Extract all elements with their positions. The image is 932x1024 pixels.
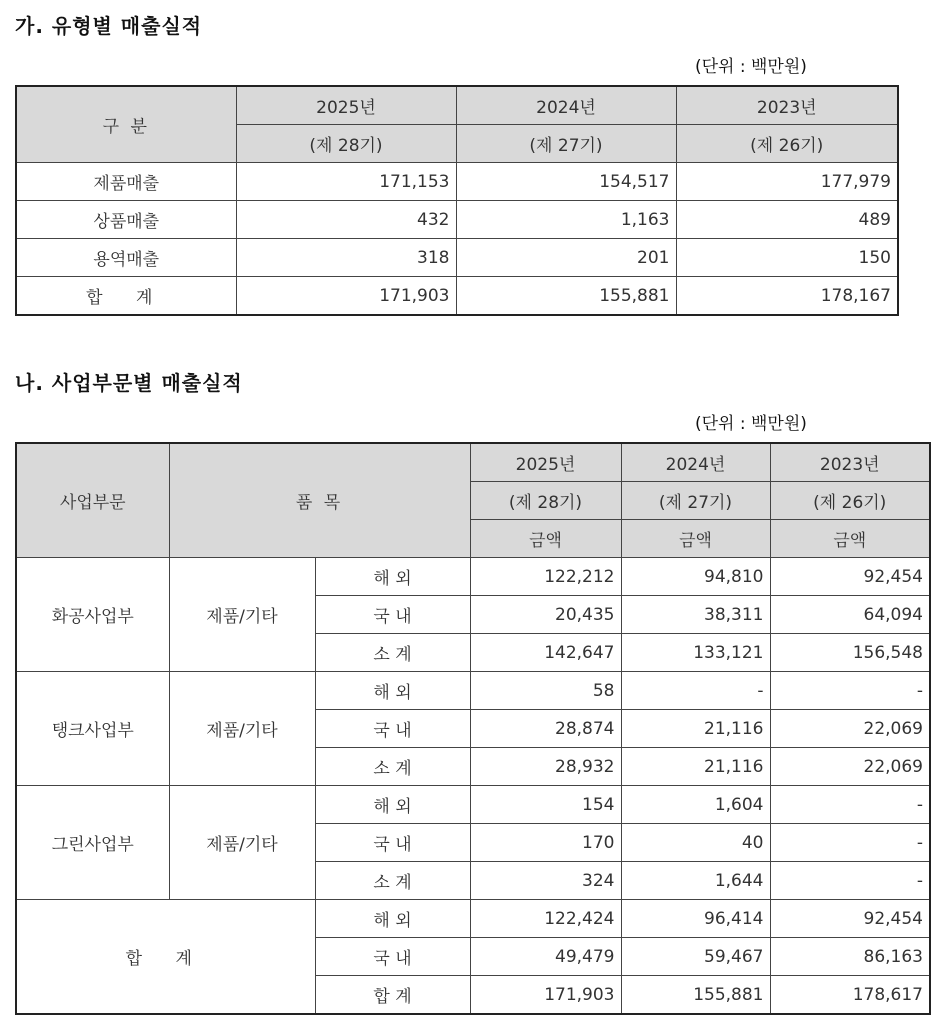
period-header: (제 26기): [770, 482, 930, 520]
value-cell: 150: [676, 239, 898, 277]
row-label: 해 외: [315, 558, 470, 596]
value-cell: 22,069: [770, 748, 930, 786]
value-cell: 155,881: [456, 277, 676, 316]
value-cell: 178,617: [770, 976, 930, 1015]
value-cell: -: [621, 672, 770, 710]
product-name: 제품/기타: [169, 672, 315, 786]
year-header: 2024년: [621, 443, 770, 482]
total-row: [16, 277, 898, 316]
year-header: 2023년: [770, 443, 930, 482]
row-label: 소 계: [315, 862, 470, 900]
row-label: 합 계: [16, 277, 236, 316]
value-cell: 21,116: [621, 710, 770, 748]
value-cell: 20,435: [470, 596, 621, 634]
value-cell: 49,479: [470, 938, 621, 976]
row-label: 합 계: [315, 976, 470, 1015]
row-label: 해 외: [315, 786, 470, 824]
value-cell: -: [770, 862, 930, 900]
division-name: 그린사업부: [16, 786, 169, 900]
period-header: (제 26기): [676, 125, 898, 163]
table-row: [16, 558, 930, 596]
value-cell: 1,644: [621, 862, 770, 900]
value-cell: 94,810: [621, 558, 770, 596]
total-row: [16, 900, 930, 938]
value-cell: 28,932: [470, 748, 621, 786]
value-cell: 155,881: [621, 976, 770, 1015]
value-cell: 178,167: [676, 277, 898, 316]
section2-heading: 나. 사업부문별 매출실적: [15, 371, 243, 395]
value-cell: 58: [470, 672, 621, 710]
value-cell: 432: [236, 201, 456, 239]
row-label: 국 내: [315, 938, 470, 976]
value-cell: -: [770, 786, 930, 824]
row-label: 제품매출: [16, 163, 236, 201]
row-label: 국 내: [315, 596, 470, 634]
table-row: [16, 672, 930, 710]
value-cell: 201: [456, 239, 676, 277]
row-label: 상품매출: [16, 201, 236, 239]
value-cell: 86,163: [770, 938, 930, 976]
value-cell: 38,311: [621, 596, 770, 634]
amount-header: 금액: [770, 520, 930, 558]
division-name: 탱크사업부: [16, 672, 169, 786]
value-cell: 28,874: [470, 710, 621, 748]
value-cell: 156,548: [770, 634, 930, 672]
item-header: 품 목: [169, 443, 470, 558]
value-cell: 92,454: [770, 900, 930, 938]
value-cell: 171,903: [236, 277, 456, 316]
value-cell: 154: [470, 786, 621, 824]
section1-heading: 가. 유형별 매출실적: [15, 14, 203, 38]
section2-unit: (단위 : 백만원): [695, 414, 807, 434]
row-label: 소 계: [315, 748, 470, 786]
value-cell: 40: [621, 824, 770, 862]
sales-by-type-table: [15, 85, 899, 316]
year-header: 2025년: [470, 443, 621, 482]
period-header: (제 28기): [236, 125, 456, 163]
value-cell: 170: [470, 824, 621, 862]
division-header: 사업부문: [16, 443, 169, 558]
period-header: (제 27기): [456, 125, 676, 163]
value-cell: -: [770, 824, 930, 862]
year-header: 2023년: [676, 86, 898, 125]
value-cell: 96,414: [621, 900, 770, 938]
row-label: 국 내: [315, 824, 470, 862]
total-label: 합 계: [16, 900, 315, 1015]
value-cell: 1,604: [621, 786, 770, 824]
product-name: 제품/기타: [169, 786, 315, 900]
product-name: 제품/기타: [169, 558, 315, 672]
value-cell: 177,979: [676, 163, 898, 201]
value-cell: 1,163: [456, 201, 676, 239]
table-row: [16, 786, 930, 824]
sales-by-division-table: [15, 442, 931, 1015]
value-cell: 21,116: [621, 748, 770, 786]
value-cell: 154,517: [456, 163, 676, 201]
value-cell: 489: [676, 201, 898, 239]
category-header: 구 분: [16, 86, 236, 163]
division-name: 화공사업부: [16, 558, 169, 672]
value-cell: -: [770, 672, 930, 710]
table-row: [16, 239, 898, 277]
year-header: 2024년: [456, 86, 676, 125]
value-cell: 122,424: [470, 900, 621, 938]
value-cell: 324: [470, 862, 621, 900]
value-cell: 142,647: [470, 634, 621, 672]
row-label: 해 외: [315, 672, 470, 710]
row-label: 해 외: [315, 900, 470, 938]
amount-header: 금액: [621, 520, 770, 558]
value-cell: 122,212: [470, 558, 621, 596]
value-cell: 92,454: [770, 558, 930, 596]
period-header: (제 27기): [621, 482, 770, 520]
period-header: (제 28기): [470, 482, 621, 520]
value-cell: 171,903: [470, 976, 621, 1015]
value-cell: 22,069: [770, 710, 930, 748]
amount-header: 금액: [470, 520, 621, 558]
row-label: 국 내: [315, 710, 470, 748]
year-header: 2025년: [236, 86, 456, 125]
row-label: 소 계: [315, 634, 470, 672]
value-cell: 59,467: [621, 938, 770, 976]
value-cell: 133,121: [621, 634, 770, 672]
value-cell: 318: [236, 239, 456, 277]
row-label: 용역매출: [16, 239, 236, 277]
section1-unit: (단위 : 백만원): [695, 57, 807, 77]
value-cell: 171,153: [236, 163, 456, 201]
table-header-row: [16, 86, 898, 125]
table-header-row: [16, 443, 930, 482]
value-cell: 64,094: [770, 596, 930, 634]
table-row: [16, 163, 898, 201]
table-row: [16, 201, 898, 239]
